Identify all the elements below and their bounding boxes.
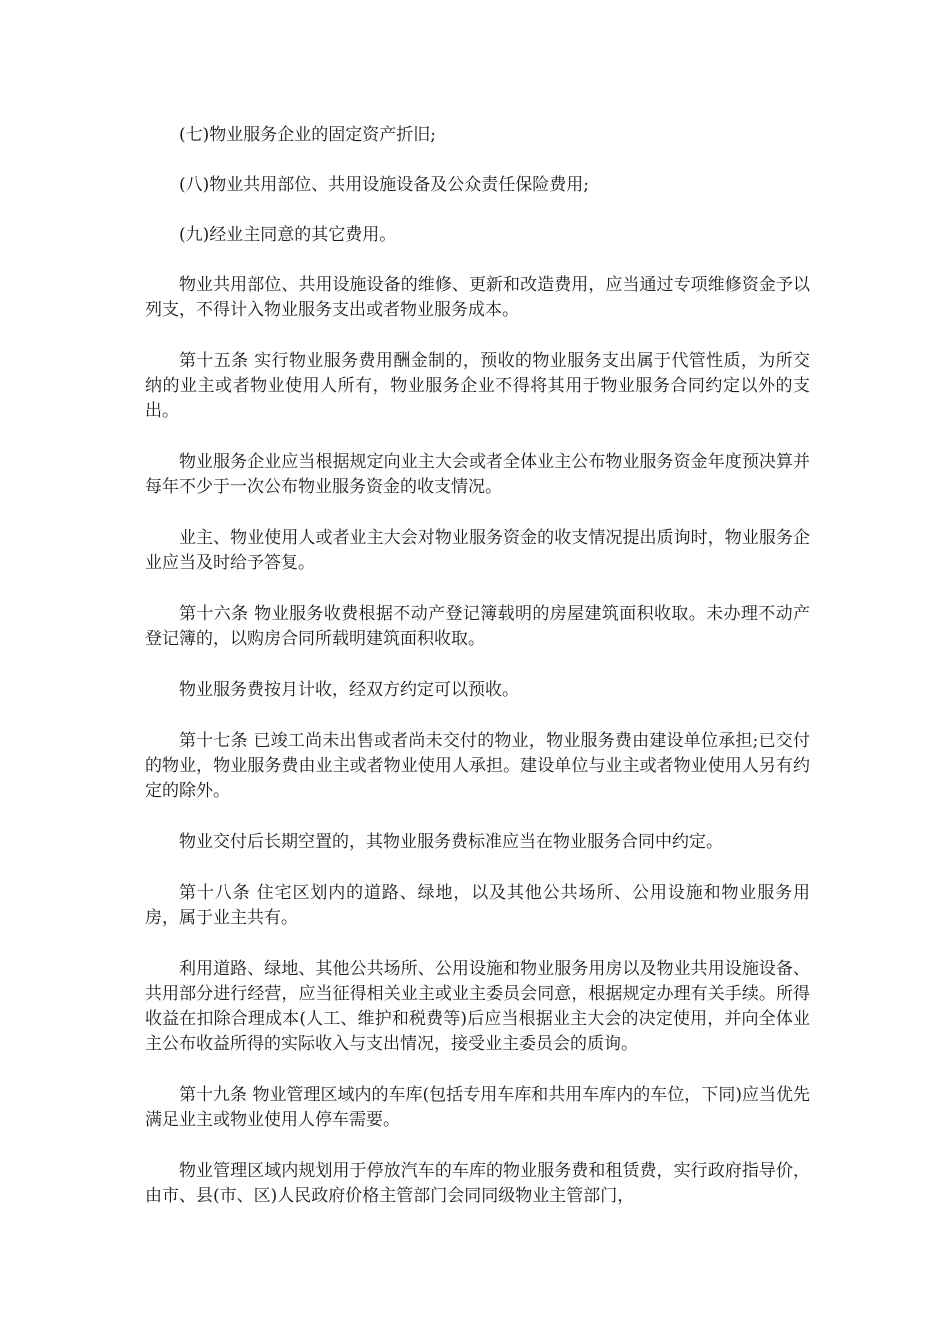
paragraph-vacant-property: 物业交付后长期空置的，其物业服务费标准应当在物业服务合同中约定。	[179, 832, 723, 852]
article-15: 第十五条 实行物业服务费用酬金制的，预收的物业服务支出属于代管性质，为所交纳的业主或者物业使用人所有，物业服务企业不得将其用于物业服务合同约定以外的支出。	[145, 351, 810, 421]
paragraph-maintenance-funds: 物业共用部位、共用设施设备的维修、更新和改造费用，应当通过专项维修资金予以列支，不得计入物业服务支出或者物业服务成本。	[145, 275, 810, 320]
paragraph-garage-fees: 物业管理区域内规划用于停放汽车的车库的物业服务费和租赁费，实行政府指导价，由市、县(市、区)人民政府价格主管部门会同同级物业主管部门，	[145, 1161, 810, 1206]
paragraph-monthly-fee: 物业服务费按月计收，经双方约定可以预收。	[179, 680, 519, 700]
list-item-8: (八)物业共用部位、共用设施设备及公众责任保险费用;	[179, 175, 589, 195]
paragraph-operating-income: 利用道路、绿地、其他公共场所、公用设施和物业服务用房以及物业共用设施设备、共用部分进行经营，应当征得相关业主或业主委员会同意，根据规定办理有关手续。所得收益在扣除合理成本(人工、维护和税费等)后应当根据业主大会的决定使用，并向全体业主公布收益所得的实际收入与支出情况，接受业主委员会的质询。	[145, 959, 810, 1054]
document-body	[145, 123, 810, 1235]
article-17: 第十七条 已竣工尚未出售或者尚未交付的物业，物业服务费由建设单位承担;已交付的物业，物业服务费由业主或者物业使用人承担。建设单位与业主或者物业使用人另有约定的除外。	[145, 731, 810, 801]
article-18: 第十八条 住宅区划内的道路、绿地，以及其他公共场所、公用设施和物业服务用房，属于业主共有。	[145, 883, 810, 928]
list-item-7: (七)物业服务企业的固定资产折旧;	[179, 125, 436, 145]
article-19: 第十九条 物业管理区域内的车库(包括专用车库和共用车库内的车位，下同)应当优先满足业主或物业使用人停车需要。	[145, 1085, 810, 1130]
paragraph-annual-budget: 物业服务企业应当根据规定向业主大会或者全体业主公布物业服务资金年度预决算并每年不少于一次公布物业服务资金的收支情况。	[145, 452, 810, 497]
paragraph-inquiry-reply: 业主、物业使用人或者业主大会对物业服务资金的收支情况提出质询时，物业服务企业应当及时给予答复。	[145, 528, 810, 573]
article-16: 第十六条 物业服务收费根据不动产登记簿载明的房屋建筑面积收取。未办理不动产登记簿的，以购房合同所载明建筑面积收取。	[145, 604, 810, 649]
list-item-9: (九)经业主同意的其它费用。	[179, 225, 397, 245]
